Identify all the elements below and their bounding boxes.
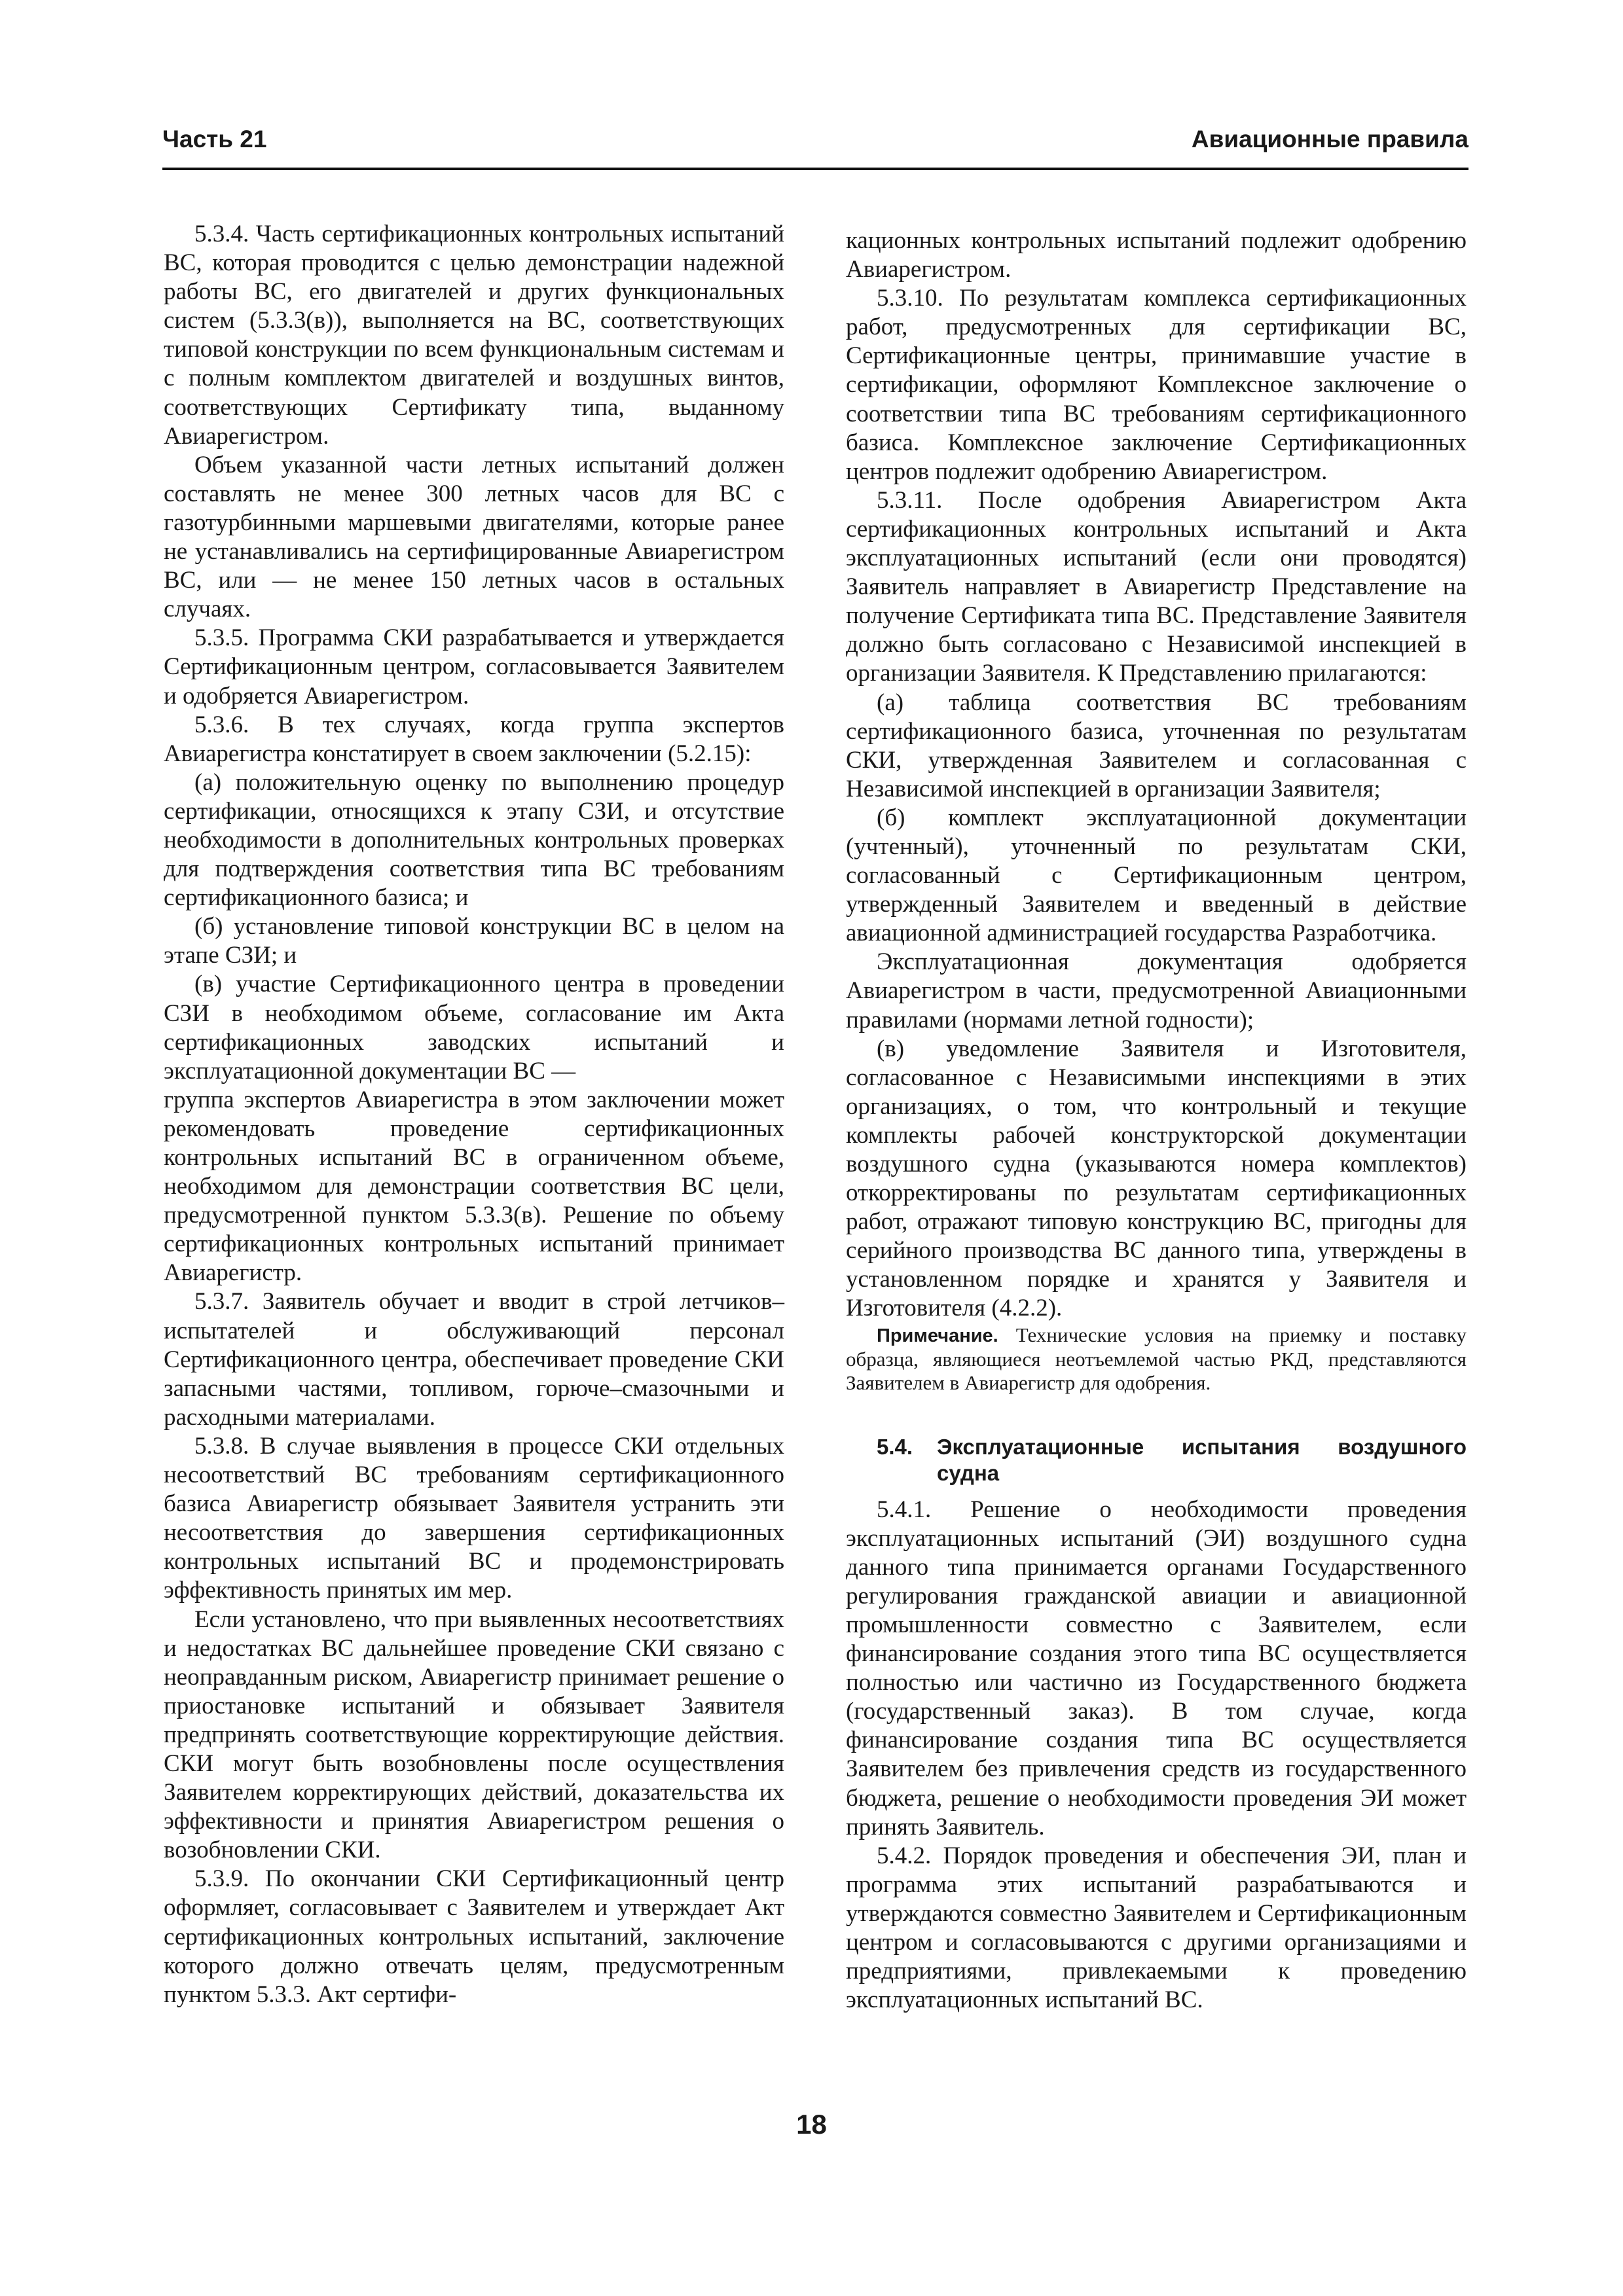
paragraph: кационных контрольных испытаний подлежит одобрению Авиарегистром. <box>846 227 1467 283</box>
paragraph: Если установлено, что при выявленных несоответствиях и недостатках ВС дальнейшее проведение СКИ связано с неоправданным риском, Авиарегистр принимает решение о приостановке испытаний и обязывает Заявителя предпринять соответствующие корректирующие действия. СКИ могут быть возобновлены после осуществления Заявителем корректирующих действий, доказательства их эффективности и принятия Авиарегистром решения о возобновлении СКИ. <box>164 1605 784 1864</box>
paragraph: группа экспертов Авиарегистра в этом заключении может рекомендовать проведение сертификационных контрольных испытаний ВС в ограниченном объеме, необходимом для демонстрации соответствия ВС цели, предусмотренной пунктом 5.3.3(в). Решение по объему сертификационных контрольных испытаний принимает Авиарегистр. <box>164 1086 784 1287</box>
note-text: Технические условия на приемку и поставку образца, являющиеся неотъемлемой частью РКД, представляются Заявителем в Авиарегистр для одобрения. <box>846 1323 1467 1394</box>
paragraph: 5.3.9. По окончании СКИ Сертификационный центр оформляет, согласовывает с Заявителем и утверждает Акт сертификационных контрольных испытаний, заключение которого должно отвечать целям, предусмотренным пунктом 5.3.3. Акт сертифи- <box>164 1865 784 2008</box>
paragraph: 5.3.11. После одобрения Авиарегистром Акта сертификационных контрольных испытаний и Акта эксплуатационных испытаний (если они проводятся) Заявитель направляет в Авиарегистр Представление на получение Сертификата типа ВС. Представление Заявителя должно быть согласовано с Независимой инспекцией в организации Заявителя. К Представлению прилагаются: <box>846 486 1467 687</box>
header-document-title: Авиационные правила <box>1191 126 1468 152</box>
paragraph: 5.3.5. Программа СКИ разрабатывается и утверждается Сертификационным центром, согласовывается Заявителем и одобряется Авиарегистром. <box>164 624 784 709</box>
right-column <box>846 226 1467 2015</box>
header-part-label: Часть 21 <box>162 126 267 152</box>
paragraph: (б) установление типовой конструкции ВС в целом на этапе СЗИ; и <box>164 913 784 969</box>
paragraph: 5.3.4. Часть сертификационных контрольных испытаний ВС, которая проводится с целью демонстрации надежной работы ВС, его двигателей и других функциональных систем (5.3.3(в)), выполняется на ВС, соответствующих типовой конструкции по всем функциональным системам и с полным комплектом двигателей и воздушных винтов, соответствующих Сертификату типа, выданному Авиарегистром. <box>164 221 784 450</box>
paragraph: (а) положительную оценку по выполнению процедур сертификации, относящихся к этапу СЗИ, и отсутствие необходимости в дополнительных контрольных проверках для подтверждения соответствия типа ВС требованиям сертификационного базиса; и <box>164 768 784 912</box>
paragraph: 5.3.6. В тех случаях, когда группа экспертов Авиарегистра констатирует в своем заключении (5.2.15): <box>164 711 784 767</box>
page-number: 18 <box>796 2109 827 2140</box>
paragraph: Эксплуатационная документация одобряется Авиарегистром в части, предусмотренной Авиационными правилами (нормами летной годности); <box>846 948 1467 1033</box>
paragraph: 5.3.10. По результатам комплекса сертификационных работ, предусмотренных для сертификации ВС, Сертификационные центры, принимавшие участие в сертификации, оформляют Комплексное заключение о соответствии типа ВС требованиям сертификационного базиса. Комплексное заключение Сертификационных центров подлежит одобрению Авиарегистром. <box>846 285 1467 485</box>
left-column <box>164 220 784 2009</box>
section-number: 5.4. <box>877 1434 913 1459</box>
paragraph: (в) участие Сертификационного центра в проведении СЗИ в необходимом объеме, согласование им Акта сертификационных заводских испытаний и эксплуатационной документации ВС — <box>164 971 784 1085</box>
paragraph: 5.4.1. Решение о необходимости проведения эксплуатационных испытаний (ЭИ) воздушного судна данного типа принимается органами Государственного регулирования гражданской авиации и авиационной промышленности совместно с Заявителем, если финансирование создания этого типа ВС осуществляется полностью или частично из Государственного бюджета (государственный заказ). В том случае, когда финансирование создания типа ВС осуществляется Заявителем без привлечения средств из государственного бюджета, решение о необходимости проведения ЭИ может принять Заявитель. <box>846 1496 1467 1840</box>
paragraph: 5.4.2. Порядок проведения и обеспечения ЭИ, план и программа этих испытаний разрабатываются и утверждаются совместно Заявителем и Сертификационным центром и согласовываются с другими организациями и предприятиями, привлекаемыми к проведению эксплуатационных испытаний ВС. <box>846 1842 1467 2014</box>
section-title: Эксплуатационные испытания воздушного судна <box>937 1434 1467 1485</box>
paragraph: (а) таблица соответствия ВС требованиям сертификационного базиса, уточненная по результатам СКИ, утвержденная Заявителем и согласованная с Независимой инспекцией в организации Заявителя; <box>846 689 1467 802</box>
note <box>846 1323 1467 1395</box>
page-header <box>162 122 1468 170</box>
paragraph: (б) комплект эксплуатационной документации (учтенный), уточненный по результатам СКИ, согласованный с Сертификационным центром, утвержденный Заявителем и введенный в действие авиационной администрацией государства Разработчика. <box>846 804 1467 947</box>
paragraph: Объем указанной части летных испытаний должен составлять не менее 300 летных часов для ВС с газотурбинными маршевыми двигателями, которые ранее не устанавливались на сертифицированные Авиарегистром ВС, или — не менее 150 летных часов в остальных случаях. <box>164 451 784 623</box>
paragraph: 5.3.7. Заявитель обучает и вводит в строй летчиков–испытателей и обслуживающий персонал Сертификационного центра, обеспечивает проведение СКИ запасными частями, топливом, горюче–смазочными и расходными материалами. <box>164 1288 784 1431</box>
paragraph: 5.3.8. В случае выявления в процессе СКИ отдельных несоответствий ВС требованиям сертификационного базиса Авиарегистр обязывает Заявителя устранить эти несоответствия до завершения сертификационных контрольных испытаний ВС и продемонстрировать эффективность принятых им мер. <box>164 1432 784 1604</box>
section-heading <box>846 1434 1467 1486</box>
note-label: Примечание. <box>877 1325 998 1346</box>
paragraph: (в) уведомление Заявителя и Изготовителя, согласованное с Независимыми инспекциями в этих организациях, о том, что контрольный и текущие комплекты рабочей конструкторской документации воздушного судна (указываются номера комплектов) откорректированы по результатам сертификационных работ, отражают типовую конструкцию ВС, пригодны для серийного производства ВС данного типа, утверждены в установленном порядке и хранятся у Заявителя и Изготовителя (4.2.2). <box>846 1035 1467 1322</box>
